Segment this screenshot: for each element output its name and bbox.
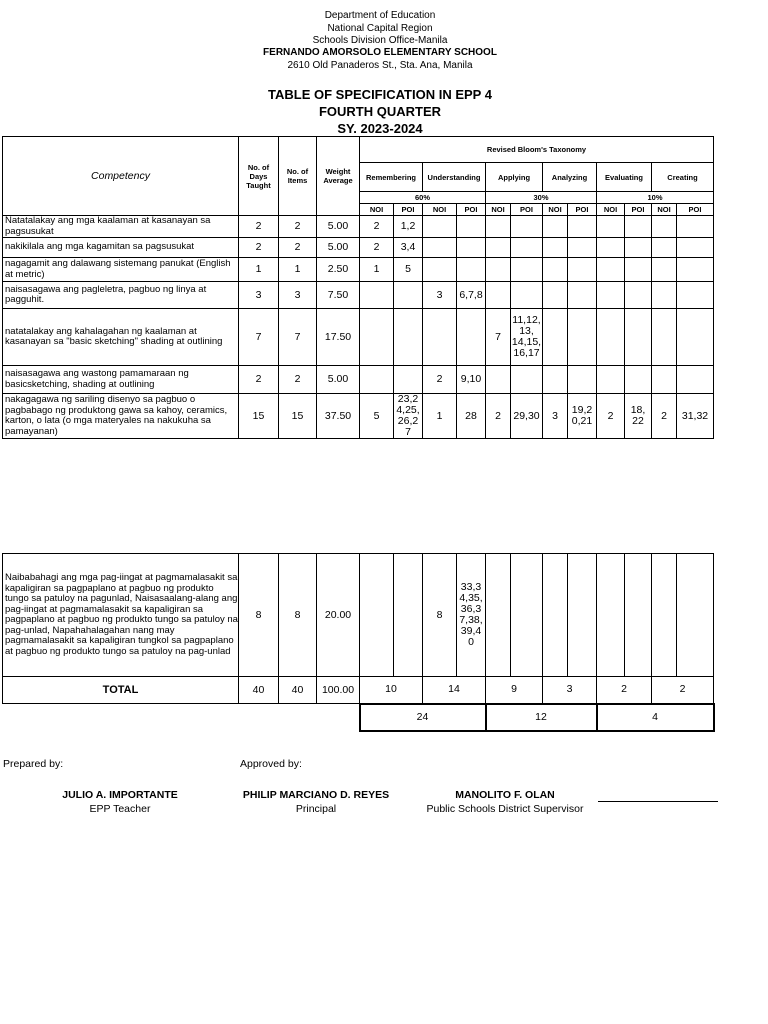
poi-header: POI xyxy=(457,204,486,216)
creating-poi-cell xyxy=(677,309,714,366)
understanding-header: Understanding xyxy=(423,163,486,192)
document-title: TABLE OF SPECIFICATION IN EPP 4 xyxy=(268,87,492,102)
analyzing-header: Analyzing xyxy=(543,163,597,192)
blooms-header: Revised Bloom's Taxonomy xyxy=(360,137,714,163)
total-weight: 100.00 xyxy=(317,677,360,704)
total-creating: 2 xyxy=(652,677,714,704)
creating-noi-cell xyxy=(652,238,677,258)
items-cell: 15 xyxy=(279,394,317,439)
applying-noi-cell: 7 xyxy=(486,309,511,366)
evaluating-noi-cell xyxy=(597,282,625,309)
competency-cell: nakikilala ang mga kagamitan sa pagsusukat xyxy=(3,238,239,258)
creating-noi-cell xyxy=(652,216,677,238)
creating-poi-cell xyxy=(677,216,714,238)
total-days: 40 xyxy=(239,677,279,704)
understanding-noi-cell xyxy=(423,216,457,238)
supervisor-role: Public Schools District Supervisor xyxy=(426,803,584,815)
remembering-poi-cell xyxy=(394,282,423,309)
creating-poi-cell xyxy=(677,366,714,394)
total-label: TOTAL xyxy=(3,677,239,704)
prepared-by-label: Prepared by: xyxy=(3,758,64,770)
creating-poi-cell xyxy=(677,282,714,309)
applying-noi-cell xyxy=(486,216,511,238)
pct-30: 30% xyxy=(486,192,597,204)
understanding-poi-cell xyxy=(457,309,486,366)
applying-noi-cell xyxy=(486,554,511,677)
principal-name: PHILIP MARCIANO D. REYES xyxy=(242,789,390,801)
creating-noi-cell xyxy=(652,309,677,366)
noi-header: NOI xyxy=(652,204,677,216)
understanding-noi-cell xyxy=(423,258,457,282)
evaluating-noi-cell xyxy=(597,366,625,394)
poi-header: POI xyxy=(511,204,543,216)
department-line: Department of Education xyxy=(324,10,436,21)
subtotal-low: 24 xyxy=(360,704,486,731)
remembering-poi-cell xyxy=(394,554,423,677)
creating-poi-cell xyxy=(677,238,714,258)
items-cell: 3 xyxy=(279,282,317,309)
remembering-noi-cell xyxy=(360,282,394,309)
table-row xyxy=(3,216,714,238)
understanding-poi-cell: 6,7,8 xyxy=(457,282,486,309)
competency-cell: nagagamit ang dalawang sistemang panukat (English at metric) xyxy=(3,258,239,282)
total-evaluating: 2 xyxy=(597,677,652,704)
weight-cell: 5.00 xyxy=(317,366,360,394)
days-cell: 2 xyxy=(239,366,279,394)
school-year-title: SY. 2023-2024 xyxy=(337,121,423,136)
applying-poi-cell: 11,12, 13, 14,15, 16,17 xyxy=(511,309,543,366)
analyzing-noi-cell xyxy=(543,216,568,238)
evaluating-poi-cell xyxy=(625,238,652,258)
days-cell: 3 xyxy=(239,282,279,309)
noi-header: NOI xyxy=(543,204,568,216)
remembering-poi-cell: 1,2 xyxy=(394,216,423,238)
applying-poi-cell: 29,30 xyxy=(511,394,543,439)
table-row xyxy=(3,366,714,394)
school-name: FERNANDO AMORSOLO ELEMENTARY SCHOOL xyxy=(263,47,497,58)
total-items: 40 xyxy=(279,677,317,704)
evaluating-poi-cell xyxy=(625,309,652,366)
applying-noi-cell xyxy=(486,282,511,309)
poi-header: POI xyxy=(625,204,652,216)
table-row xyxy=(3,554,714,677)
total-row xyxy=(3,677,714,704)
analyzing-poi-cell xyxy=(568,309,597,366)
creating-poi-cell xyxy=(677,554,714,677)
remembering-header: Remembering xyxy=(360,163,423,192)
evaluating-poi-cell xyxy=(625,282,652,309)
remembering-noi-cell: 5 xyxy=(360,394,394,439)
applying-poi-cell xyxy=(511,216,543,238)
remembering-poi-cell: 3,4 xyxy=(394,238,423,258)
remembering-poi-cell xyxy=(394,309,423,366)
analyzing-poi-cell: 19,2 0,21 xyxy=(568,394,597,439)
items-cell: 7 xyxy=(279,309,317,366)
poi-header: POI xyxy=(677,204,714,216)
principal-role: Principal xyxy=(295,803,337,815)
creating-noi-cell xyxy=(652,554,677,677)
remembering-noi-cell: 2 xyxy=(360,216,394,238)
analyzing-noi-cell xyxy=(543,366,568,394)
creating-noi-cell xyxy=(652,282,677,309)
teacher-name: JULIO A. IMPORTANTE xyxy=(62,789,178,801)
poi-header: POI xyxy=(394,204,423,216)
table-row xyxy=(3,282,714,309)
applying-poi-cell xyxy=(511,554,543,677)
remembering-poi-cell xyxy=(394,366,423,394)
items-header: No. of Items xyxy=(279,137,317,216)
analyzing-poi-cell xyxy=(568,554,597,677)
remembering-noi-cell: 2 xyxy=(360,238,394,258)
evaluating-poi-cell xyxy=(625,258,652,282)
applying-noi-cell xyxy=(486,258,511,282)
weight-cell: 20.00 xyxy=(317,554,360,677)
understanding-poi-cell xyxy=(457,258,486,282)
analyzing-noi-cell: 3 xyxy=(543,394,568,439)
evaluating-noi-cell xyxy=(597,238,625,258)
competency-cell: Natatalakay ang mga kaalaman at kasanayan sa pagsusukat xyxy=(3,216,239,238)
understanding-noi-cell xyxy=(423,238,457,258)
remembering-noi-cell xyxy=(360,309,394,366)
creating-poi-cell xyxy=(677,258,714,282)
analyzing-poi-cell xyxy=(568,366,597,394)
understanding-noi-cell: 3 xyxy=(423,282,457,309)
total-applying: 9 xyxy=(486,677,543,704)
evaluating-poi-cell: 18, 22 xyxy=(625,394,652,439)
subtotal-high: 4 xyxy=(597,704,714,731)
applying-poi-cell xyxy=(511,238,543,258)
total-analyzing: 3 xyxy=(543,677,597,704)
evaluating-poi-cell xyxy=(625,366,652,394)
analyzing-noi-cell xyxy=(543,554,568,677)
applying-noi-cell xyxy=(486,238,511,258)
weight-cell: 5.00 xyxy=(317,216,360,238)
table-row xyxy=(3,238,714,258)
remembering-noi-cell xyxy=(360,554,394,677)
weight-cell: 2.50 xyxy=(317,258,360,282)
region-line: National Capital Region xyxy=(327,23,433,34)
competency-cell: Naibabahagi ang mga pag-iingat at pagmamalasakit sa kapaligiran sa pagpaplano at pagbuo ng produkto tungo sa patuloy na pagunlad, Naisasaalang-alang ang pag-iingat at pagmamalasakit sa kapaligiran sa pagpaplano at pagbuo ng produkto tungo sa patuloy na pag-unlad, Napahahalagahan nang may pagmamalasakit sa kapaligiran tungkol sa pagpaplano at pagbuo ng produkto tungo sa patuloy na pag-unlad xyxy=(3,554,239,677)
remembering-noi-cell: 1 xyxy=(360,258,394,282)
understanding-noi-cell: 1 xyxy=(423,394,457,439)
creating-header: Creating xyxy=(652,163,714,192)
evaluating-poi-cell xyxy=(625,554,652,677)
spec-table-top xyxy=(2,136,714,439)
analyzing-poi-cell xyxy=(568,216,597,238)
pct-60: 60% xyxy=(360,192,486,204)
competency-header: Competency xyxy=(3,137,239,216)
signature-line xyxy=(598,801,718,802)
competency-cell: nakagagawa ng sariling disenyo sa pagbuo o pagbabago ng produktong gawa sa kahoy, ceramics, karton, o lata (o mga materyales na nakukuha sa pamayanan) xyxy=(3,394,239,439)
evaluating-header: Evaluating xyxy=(597,163,652,192)
items-cell: 8 xyxy=(279,554,317,677)
remembering-noi-cell xyxy=(360,366,394,394)
analyzing-poi-cell xyxy=(568,238,597,258)
noi-header: NOI xyxy=(423,204,457,216)
competency-cell: natatalakay ang kahalagahan ng kaalaman at kasanayan sa "basic sketching" shading at outlining xyxy=(3,309,239,366)
subtotal-row xyxy=(3,704,714,731)
approved-by-label: Approved by: xyxy=(240,758,302,770)
evaluating-noi-cell xyxy=(597,309,625,366)
table-row xyxy=(3,394,714,439)
remembering-poi-cell: 5 xyxy=(394,258,423,282)
subtotal-mid: 12 xyxy=(486,704,597,731)
applying-noi-cell: 2 xyxy=(486,394,511,439)
weight-cell: 17.50 xyxy=(317,309,360,366)
table-row xyxy=(3,258,714,282)
spec-table-bottom xyxy=(2,553,715,732)
poi-header: POI xyxy=(568,204,597,216)
table-row xyxy=(3,309,714,366)
understanding-noi-cell: 8 xyxy=(423,554,457,677)
items-cell: 2 xyxy=(279,366,317,394)
noi-header: NOI xyxy=(597,204,625,216)
competency-rows xyxy=(3,216,714,439)
items-cell: 1 xyxy=(279,258,317,282)
analyzing-poi-cell xyxy=(568,282,597,309)
creating-noi-cell xyxy=(652,366,677,394)
division-line: Schools Division Office-Manila xyxy=(312,35,448,46)
days-cell: 7 xyxy=(239,309,279,366)
remembering-poi-cell: 23,2 4,25, 26,2 7 xyxy=(394,394,423,439)
days-header: No. of Days Taught xyxy=(239,137,279,216)
analyzing-noi-cell xyxy=(543,282,568,309)
supervisor-name: MANOLITO F. OLAN xyxy=(455,789,555,801)
applying-poi-cell xyxy=(511,282,543,309)
evaluating-noi-cell: 2 xyxy=(597,394,625,439)
evaluating-noi-cell xyxy=(597,216,625,238)
evaluating-poi-cell xyxy=(625,216,652,238)
creating-noi-cell xyxy=(652,258,677,282)
understanding-poi-cell xyxy=(457,216,486,238)
analyzing-noi-cell xyxy=(543,238,568,258)
days-cell: 8 xyxy=(239,554,279,677)
creating-poi-cell: 31,32 xyxy=(677,394,714,439)
total-understanding: 14 xyxy=(423,677,486,704)
evaluating-noi-cell xyxy=(597,554,625,677)
applying-noi-cell xyxy=(486,366,511,394)
understanding-poi-cell: 28 xyxy=(457,394,486,439)
teacher-role: EPP Teacher xyxy=(89,803,151,815)
creating-noi-cell: 2 xyxy=(652,394,677,439)
quarter-title: FOURTH QUARTER xyxy=(318,104,442,119)
items-cell: 2 xyxy=(279,238,317,258)
days-cell: 15 xyxy=(239,394,279,439)
days-cell: 1 xyxy=(239,258,279,282)
analyzing-poi-cell xyxy=(568,258,597,282)
understanding-poi-cell: 9,10 xyxy=(457,366,486,394)
days-cell: 2 xyxy=(239,216,279,238)
competency-cell: naisasagawa ang wastong pamamaraan ng basicsketching, shading at outlining xyxy=(3,366,239,394)
evaluating-noi-cell xyxy=(597,258,625,282)
noi-header: NOI xyxy=(486,204,511,216)
subtotal-spacer xyxy=(3,704,360,731)
analyzing-noi-cell xyxy=(543,258,568,282)
understanding-poi-cell: 33,3 4,35, 36,3 7,38, 39,4 0 xyxy=(457,554,486,677)
weight-header: Weight Average xyxy=(317,137,360,216)
applying-poi-cell xyxy=(511,366,543,394)
analyzing-noi-cell xyxy=(543,309,568,366)
applying-header: Applying xyxy=(486,163,543,192)
weight-cell: 7.50 xyxy=(317,282,360,309)
competency-cell: naisasagawa ang pagleletra, pagbuo ng linya at pagguhit. xyxy=(3,282,239,309)
applying-poi-cell xyxy=(511,258,543,282)
pct-10: 10% xyxy=(597,192,714,204)
school-address: 2610 Old Panaderos St., Sta. Ana, Manila xyxy=(287,60,473,71)
noi-header: NOI xyxy=(360,204,394,216)
weight-cell: 37.50 xyxy=(317,394,360,439)
total-remembering: 10 xyxy=(360,677,423,704)
understanding-noi-cell xyxy=(423,309,457,366)
days-cell: 2 xyxy=(239,238,279,258)
weight-cell: 5.00 xyxy=(317,238,360,258)
understanding-noi-cell: 2 xyxy=(423,366,457,394)
understanding-poi-cell xyxy=(457,238,486,258)
items-cell: 2 xyxy=(279,216,317,238)
